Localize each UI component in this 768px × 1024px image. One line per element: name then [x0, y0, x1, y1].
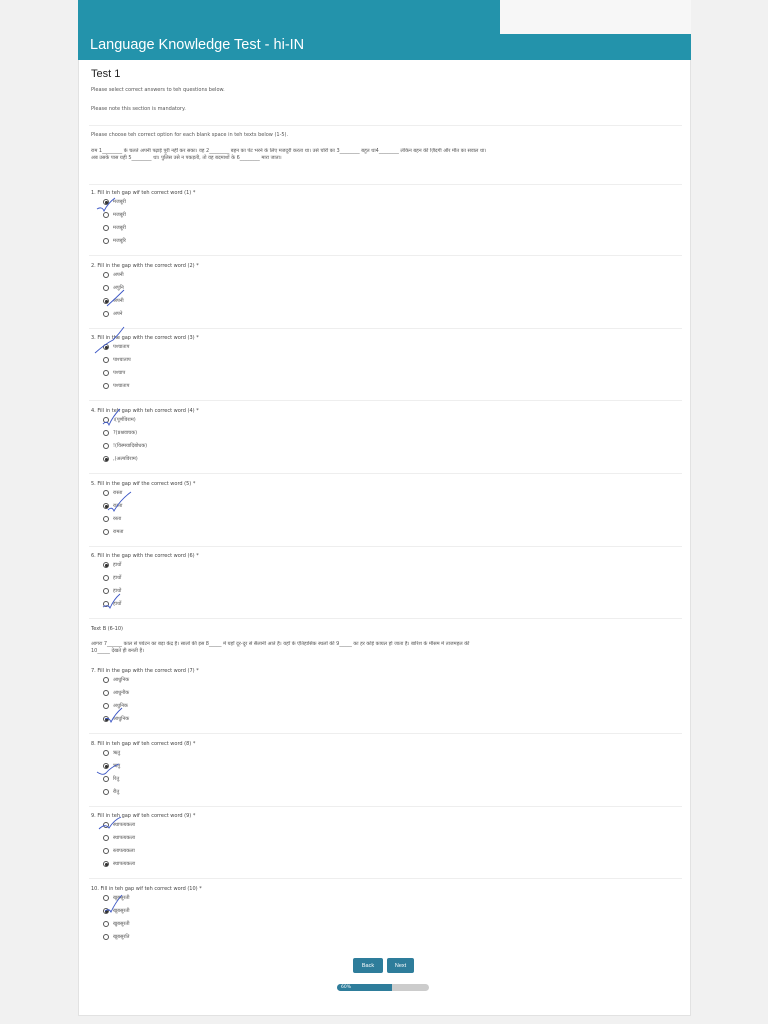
answer-option[interactable]: [103, 562, 121, 568]
option-label: स्थापत्यकला: [113, 835, 136, 841]
option-label: स्थापत्यकला: [113, 822, 136, 828]
answer-option[interactable]: [103, 430, 137, 436]
divider: [89, 255, 682, 256]
radio-button[interactable]: [103, 456, 109, 462]
radio-button[interactable]: [103, 529, 109, 535]
pen-mark-q2: [104, 288, 128, 310]
radio-button[interactable]: [103, 225, 109, 231]
pen-mark-q5: [106, 490, 134, 514]
radio-button[interactable]: [103, 383, 109, 389]
option-label: अपनी: [113, 298, 124, 304]
pen-mark-q1: [95, 197, 119, 215]
radio-button[interactable]: [103, 562, 109, 568]
instructions-text: Please select correct answers to teh questions below.: [91, 87, 225, 93]
question-label: 10. Fill in teh gap wif teh correct word (10) *: [91, 886, 202, 892]
top-banner: [78, 0, 500, 34]
answer-option[interactable]: [103, 529, 123, 535]
answer-option[interactable]: [103, 370, 125, 376]
option-label: पश्चाप: [113, 370, 126, 376]
question-label: 8. Fill in teh gap wif teh correct word (8) *: [91, 741, 196, 747]
pen-mark-q10: [103, 894, 125, 916]
option-label: पश्चाताप: [113, 383, 130, 389]
answer-option[interactable]: [103, 575, 121, 581]
pen-mark-q4: [101, 408, 123, 430]
radio-button[interactable]: [103, 516, 109, 522]
answer-option[interactable]: [103, 272, 124, 278]
radio-button[interactable]: [103, 575, 109, 581]
option-label: हाथों: [113, 601, 122, 607]
passage-b-line-2: 10_____ देखते ही बनती है।: [91, 648, 145, 654]
passage-line-1: राम 1________ के चलते अपनी पढ़ाई पूरी नहीं कर सका। वह 2________ बहन का पेट भरने के लिए मजदूरी करता था। उसे चोरी का 3________ बहुत था4________ लेकिन बहन की ज़िंदगी और मौत का सवाल था।: [91, 148, 487, 154]
radio-button[interactable]: [103, 934, 109, 940]
radio-button[interactable]: [103, 443, 109, 449]
divider: [89, 546, 682, 547]
answer-option[interactable]: [103, 456, 138, 462]
radio-button[interactable]: [103, 357, 109, 363]
divider: [89, 184, 682, 185]
option-label: ?(प्रश्नवाचक): [113, 430, 138, 436]
radio-button[interactable]: [103, 921, 109, 927]
option-label: अपुनि: [113, 285, 124, 291]
radio-button[interactable]: [103, 789, 109, 795]
option-label: ।(पूर्णविराम): [113, 417, 136, 423]
page-header: [78, 34, 691, 60]
radio-button[interactable]: [103, 311, 109, 317]
pen-mark-q9: [97, 816, 123, 832]
option-label: हाथों: [113, 575, 122, 581]
option-label: ऋतु: [113, 750, 121, 756]
answer-option[interactable]: [103, 835, 135, 841]
pen-mark-q6: [101, 593, 123, 611]
divider: [89, 125, 682, 126]
question-label: 6. Fill in the gap with the correct word (6) *: [91, 553, 199, 559]
answer-option[interactable]: [103, 934, 130, 940]
option-label: रस्ता: [113, 516, 122, 522]
divider: [89, 400, 682, 401]
option-label: पाश्चाताप: [113, 357, 131, 363]
option-label: हाथों: [113, 562, 122, 568]
answer-option[interactable]: [103, 848, 135, 854]
option-label: !(विस्मयादिबोधक): [113, 443, 148, 449]
answer-option[interactable]: [103, 443, 147, 449]
option-label: अपने: [113, 311, 123, 317]
answer-option[interactable]: [103, 516, 121, 522]
passage-line-2: अब उसके पास यही 5________ था। पुलिस उसे न पकड़ती, तो वह बदमाशों के 6________ मारा जाता।: [91, 155, 282, 161]
option-label: पश्चाताप: [113, 344, 130, 350]
option-label: रास्ता: [113, 490, 123, 496]
option-label: स्तापत्यकला: [113, 848, 135, 854]
option-label: स्थापत्यकला: [113, 861, 136, 867]
radio-button[interactable]: [103, 430, 109, 436]
passage-b-line-1: आगरा 7______ काल से पर्यटन का बड़ा केंद्र है। सालों की इस 8_____ में यहाँ दूर-दूर से सैलानी आते हैं। यहाँ के ऐतिहासिक स्थलों की 9_____ का हर कोई कायल हो जाता है। बारिश के मौसम में ताजमहल की: [91, 641, 470, 647]
option-label: मजबूरी: [113, 225, 126, 231]
divider: [89, 806, 682, 807]
answer-option[interactable]: [103, 921, 130, 927]
option-label: रामता: [113, 529, 124, 535]
section-title: Test 1: [91, 68, 121, 80]
progress-fill: [337, 984, 392, 991]
divider: [89, 618, 682, 619]
question-label: 4. Fill in teh gap with teh correct word (4) *: [91, 408, 199, 414]
text-b-label: Text B (6-10): [91, 626, 123, 632]
option-label: मजबूरि: [113, 238, 126, 244]
option-label: ऋतु: [113, 763, 121, 769]
question-label: 9. Fill in teh gap wif teh correct word (9) *: [91, 813, 196, 819]
option-label: रितु: [113, 776, 120, 782]
radio-button[interactable]: [103, 861, 109, 867]
top-banner-blank: [500, 0, 691, 34]
question-label: 1. Fill in teh gap wif teh correct word (1) *: [91, 190, 196, 196]
option-label: मजबूरी: [113, 212, 126, 218]
divider: [89, 733, 682, 734]
radio-button[interactable]: [103, 848, 109, 854]
question-label: 3. Fill in the gap with the correct word (3) *: [91, 335, 199, 341]
question-label: 7. Fill in the gap with the correct word (7) *: [91, 668, 199, 674]
option-label: हाथो: [113, 588, 122, 594]
pen-mark-q3: [93, 326, 130, 356]
blank-instructions: Please choose teh correct option for each blank space in teh texts below (1-5).: [91, 132, 289, 138]
mandatory-note: Please note this section is mandatory.: [91, 106, 186, 112]
progress-label: 60%: [341, 985, 352, 990]
radio-button[interactable]: [103, 677, 109, 683]
pen-mark-q7: [103, 707, 125, 725]
option-label: अधुनिक: [113, 703, 128, 709]
back-button[interactable]: Back: [353, 958, 383, 973]
next-button[interactable]: Next: [387, 958, 414, 973]
option-label: मजबूरी: [113, 199, 126, 205]
option-label: ,(अल्पविराम): [113, 456, 138, 462]
divider: [89, 473, 682, 474]
option-label: आधुनिक: [113, 716, 130, 722]
option-label: आधुनीक: [113, 690, 130, 696]
radio-button[interactable]: [103, 750, 109, 756]
option-label: खूबसूरती: [113, 895, 130, 901]
option-label: अपनी: [113, 272, 124, 278]
radio-button[interactable]: [103, 835, 109, 841]
option-label: रास्ता: [113, 503, 123, 509]
answer-option[interactable]: [103, 383, 129, 389]
option-label: खुबसूरती: [113, 921, 130, 927]
page-title: Language Knowledge Test - hi-IN: [90, 37, 305, 53]
radio-button[interactable]: [103, 238, 109, 244]
progress-bar: [337, 984, 429, 991]
question-label: 2. Fill in the gap with the correct word (2) *: [91, 263, 199, 269]
radio-button[interactable]: [103, 370, 109, 376]
option-label: रीतु: [113, 789, 120, 795]
answer-option[interactable]: [103, 677, 129, 683]
answer-option[interactable]: [103, 238, 126, 244]
pen-mark-q8: [95, 763, 121, 779]
answer-option[interactable]: [103, 311, 122, 317]
option-label: खूबसूरति: [113, 934, 130, 940]
question-label: 5. Fill in the gap wif the correct word (5) *: [91, 481, 196, 487]
answer-option[interactable]: [103, 861, 135, 867]
option-label: आधुनिक: [113, 677, 130, 683]
test-panel: [78, 60, 691, 1016]
answer-option[interactable]: [103, 357, 131, 363]
option-label: खूबसूरती: [113, 908, 130, 914]
divider: [89, 328, 682, 329]
answer-option[interactable]: [103, 750, 120, 756]
divider: [89, 878, 682, 879]
answer-option[interactable]: [103, 225, 126, 231]
answer-option[interactable]: [103, 690, 129, 696]
radio-button[interactable]: [103, 690, 109, 696]
radio-button[interactable]: [103, 272, 109, 278]
answer-option[interactable]: [103, 789, 119, 795]
